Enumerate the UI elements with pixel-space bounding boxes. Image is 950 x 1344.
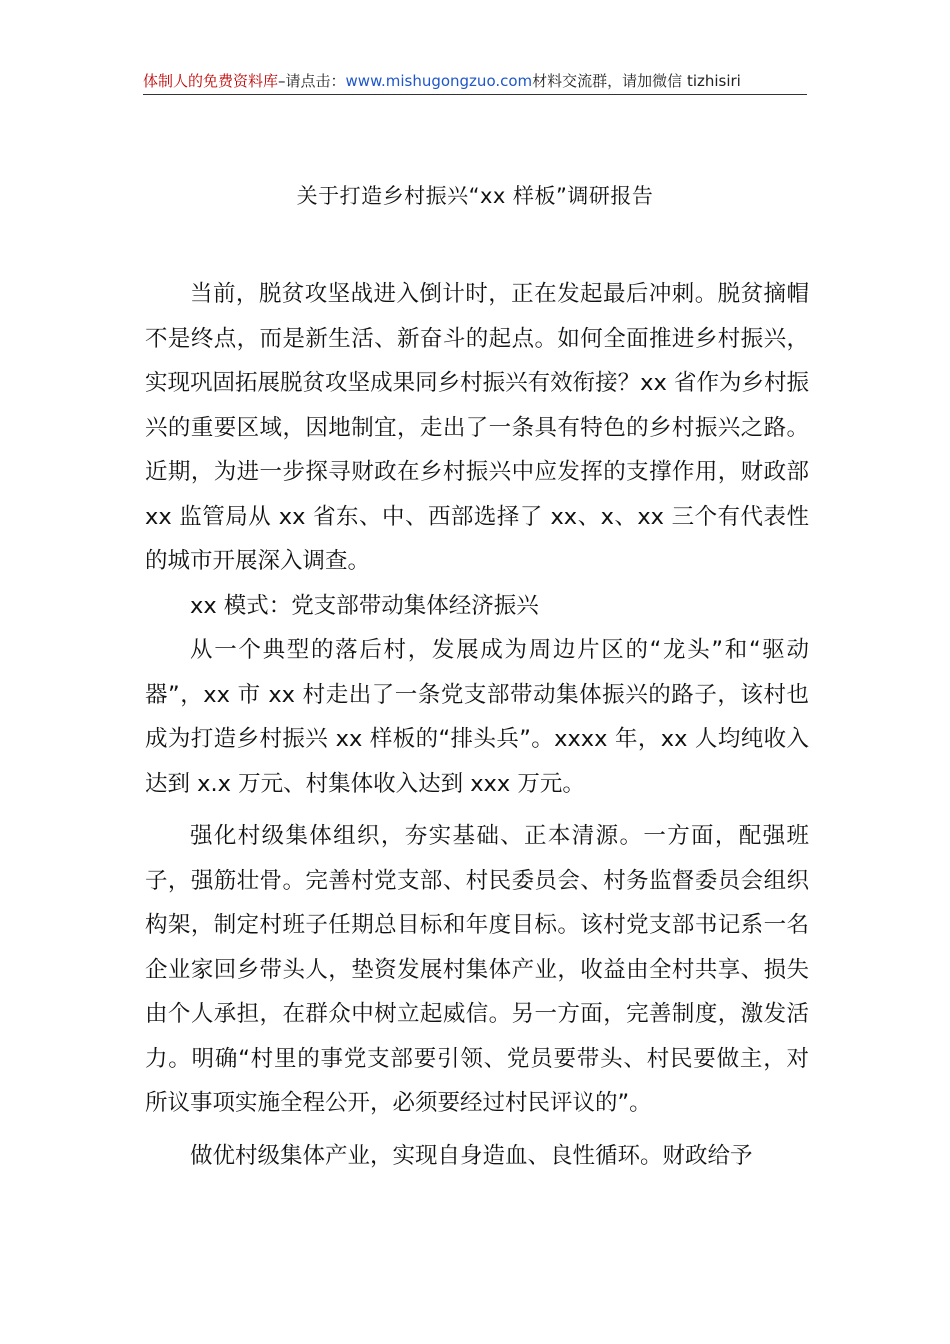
paragraph-model-overview: 从一个典型的落后村，发展成为周边片区的“龙头”和“驱动器”，xx 市 xx 村走出了一条党支部带动集体振兴的路子，该村也成为打造乡村振兴 xx 样板的“排头兵”。xxxx 年，xx 人均纯收入达到 x.x 万元、村集体收入达到 xxx 万元。 bbox=[145, 637, 809, 797]
header-brand: 体制人的免费资料库 bbox=[143, 72, 279, 90]
document-title: 关于打造乡村振兴“xx 样板”调研报告 bbox=[296, 184, 654, 208]
paragraph-section-heading: xx 模式：党支部带动集体经济振兴 bbox=[190, 592, 539, 619]
header-prompt: –请点击： bbox=[278, 72, 346, 90]
page-header bbox=[143, 68, 807, 95]
header-link[interactable]: www.mishugongzuo.com bbox=[345, 72, 533, 90]
paragraph-intro: 当前，脱贫攻坚战进入倒计时，正在发起最后冲刺。脱贫摘帽不是终点，而是新生活、新奋斗的起点。如何全面推进乡村振兴，实现巩固拓展脱贫攻坚成果同乡村振兴有效衔接？xx 省作为乡村振兴的重要区域，因地制宜，走出了一条具有特色的乡村振兴之路。近期，为进一步探寻财政在乡村振兴中应发挥的支撑作用，财政部 xx 监管局从 xx 省东、中、西部选择了 xx、x、xx 三个有代表性的城市开展深入调查。 bbox=[145, 281, 809, 574]
header-tail: 材料交流群，请加微信 tizhisiri bbox=[532, 72, 741, 90]
paragraph-organization: 强化村级集体组织，夯实基础、正本清源。一方面，配强班子，强筋壮骨。完善村党支部、村民委员会、村务监督委员会组织构架，制定村班子任期总目标和年度目标。该村党支部书记系一名企业家回乡带头人，垫资发展村集体产业，收益由全村共享、损失由个人承担，在群众中树立起威信。另一方面，完善制度，激发活力。明确“村里的事党支部要引领、党员要带头、村民要做主，对所议事项实施全程公开，必须要经过村民评议的”。 bbox=[145, 823, 809, 1116]
document-body bbox=[145, 272, 809, 1178]
paragraph-industry: 做优村级集体产业，实现自身造血、良性循环。财政给予 bbox=[190, 1142, 753, 1169]
